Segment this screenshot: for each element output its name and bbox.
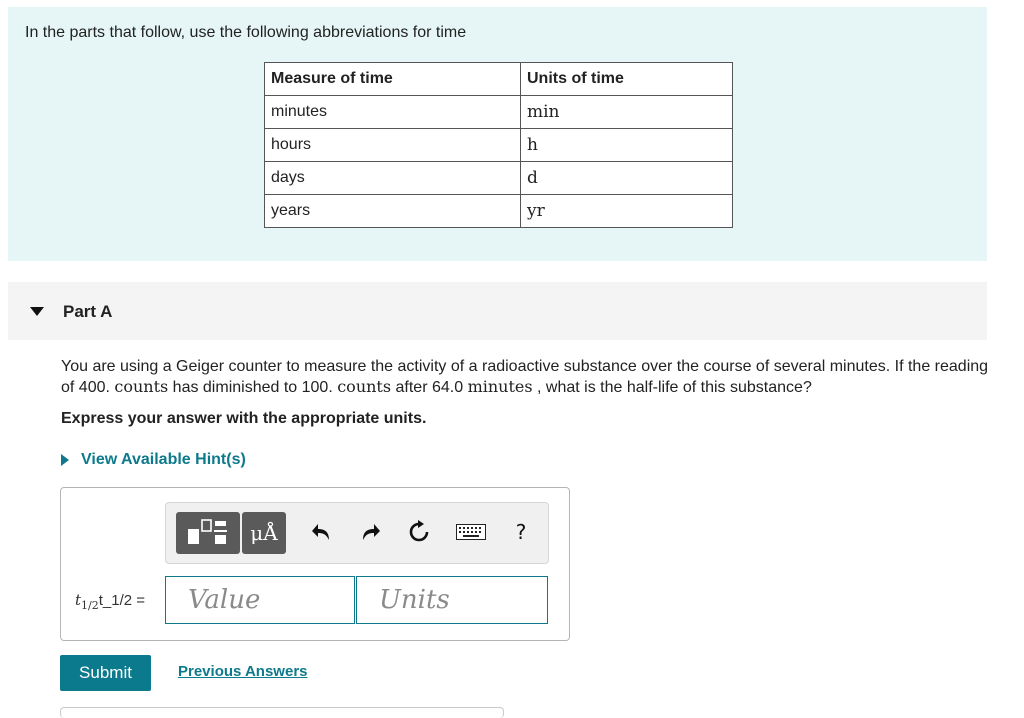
var-suffix: t_1/2 = [98, 592, 146, 609]
table-row [265, 129, 733, 162]
templates-button[interactable] [176, 512, 240, 554]
table-row [265, 162, 733, 195]
intro-panel [8, 7, 987, 261]
table-cell-unit: h [521, 129, 733, 162]
table-cell-measure: hours [265, 129, 521, 162]
templates-icon [185, 518, 231, 548]
feedback-box-edge [60, 707, 504, 718]
units-input[interactable]: Units [356, 576, 548, 624]
help-button[interactable]: ? [515, 520, 527, 544]
var-subscript: 1/2 [81, 599, 99, 612]
time-abbreviation-table [264, 62, 733, 228]
reset-icon[interactable] [404, 517, 434, 547]
keyboard-icon[interactable] [451, 517, 491, 547]
var-t: t [75, 591, 82, 609]
collapse-triangle-icon[interactable] [30, 307, 44, 316]
table-cell-unit: d [521, 162, 733, 195]
question-mid: has diminished to 100. [168, 379, 338, 396]
table-cell-unit: yr [521, 195, 733, 228]
view-hints-link[interactable] [61, 451, 246, 469]
part-title: Part A [63, 302, 113, 321]
question-pre: You are using a Geiger counter to measure the activity of a radioactive substance over the course of several minutes. If the reading of 400. [61, 358, 989, 396]
counts-unit: counts [114, 377, 169, 396]
table-row [265, 195, 733, 228]
table-header-measure: Measure of time [265, 63, 521, 96]
math-toolbar [165, 502, 549, 564]
undo-icon[interactable] [307, 517, 337, 547]
table-cell-unit: min [521, 96, 733, 129]
intro-text: In the parts that follow, use the following abbreviations for time [25, 24, 467, 41]
answer-box [60, 487, 570, 641]
question-end: , what is the half-life of this substance? [532, 379, 812, 396]
instruction-text: Express your answer with the appropriate units. [61, 410, 427, 427]
part-a-header[interactable] [8, 282, 987, 340]
table-cell-measure: years [265, 195, 521, 228]
redo-icon[interactable] [355, 517, 385, 547]
units-button[interactable]: μÅ [242, 512, 286, 554]
table-cell-measure: minutes [265, 96, 521, 129]
counts-unit: counts [337, 377, 392, 396]
table-header-units: Units of time [521, 63, 733, 96]
minutes-unit: minutes [467, 377, 533, 396]
answer-variable-label [75, 591, 145, 612]
value-input[interactable]: Value [165, 576, 355, 624]
question-mid2: after 64.0 [391, 379, 468, 396]
submit-button[interactable]: Submit [60, 655, 151, 691]
expand-triangle-icon [61, 454, 69, 466]
hint-label: View Available Hint(s) [81, 451, 246, 468]
previous-answers-link[interactable]: Previous Answers [178, 663, 308, 680]
table-cell-measure: days [265, 162, 521, 195]
question-text [61, 357, 991, 398]
table-row [265, 96, 733, 129]
